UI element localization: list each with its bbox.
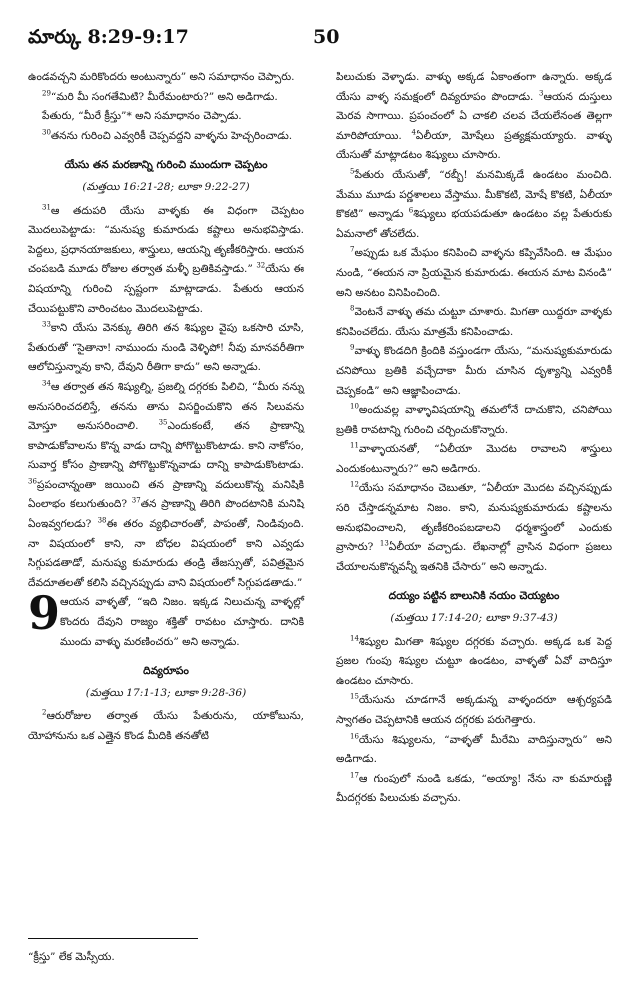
verse-number: 16 [350, 732, 359, 741]
verse-number: 3 [539, 89, 544, 98]
cross-reference: (మత్తయి 17:14-20; లూకా 9:37-43) [390, 612, 558, 625]
verse-number: 5 [350, 167, 355, 176]
paragraph [336, 68, 612, 166]
paragraph: ఉండవచ్చని మరికొందరు అంటున్నారు” అని సమాధానం చెప్పారు. [28, 71, 295, 83]
page-number: 50 [313, 26, 340, 48]
verse-text: ఆయన దుస్తులు మెరవ సాగాయి. ప్రపంచంలో ఏ చాకలి చలవ చేయలేనంత తెల్లగా మారిపోయాయి. [336, 90, 612, 142]
verse-number: 36 [28, 477, 37, 486]
cross-reference: (మత్తయి 17:1-13; లూకా 9:28-36) [85, 686, 247, 699]
verse-text: ఏలీయా వచ్చాడు. లేఖనాల్లో వ్రాసిన విధంగా ప్రజలు చేయాలనుకొన్నవన్నీ ఇతనికి చేసారు” అని అన్నాడు. [336, 541, 612, 573]
verse-number: 29 [42, 89, 51, 98]
paragraph [336, 166, 612, 244]
section-heading: దివ్యరూపం [143, 665, 189, 678]
paragraph: పేతురు, “మీరే క్రీస్తు”* అని సమాధానం చెప్పాడు. [42, 110, 242, 123]
paragraph [28, 707, 304, 746]
verse-text: తనను గురించి ఎవ్వరికీ చెప్పవద్దని వాళ్ళను హెచ్చరించాడు. [50, 129, 293, 142]
paragraph [336, 244, 612, 303]
verse-number: 32 [256, 261, 266, 270]
verse-text: ఎందుకంటే, తన ప్రాణాన్ని కాపాడుకోవాలను కొన్న వాడు దాన్ని పోగొట్టుకొంటాడు. కాని నాకోసం, సువార్త కోసం ప్రాణాన్ని పోగొట్టుకొన్నవాడు దాన్ని కాపాడుకొంటాడు. [28, 420, 304, 472]
verse-number: 6 [408, 206, 414, 215]
running-title: మార్కు 8:29-9:17 [28, 26, 189, 48]
verse-text: యేసు సమాధానం చెబుతూ, “ఏలీయా మొదట వచ్చినప్పుడు సరి చేస్తాడన్నమాట నిజం. కాని, మనుష్యకుమారుడు కష్టాలను అనుభవించాలని, తృణీకరింపబడాలని ధర్మశాస్త్రంలో ఎందుకు వ్రాసారు? [336, 482, 612, 554]
paragraph [336, 731, 612, 770]
paragraph [28, 127, 304, 147]
left-column [28, 68, 304, 958]
paragraph [336, 440, 612, 479]
verse-number: 34 [42, 379, 51, 388]
verse-text: వాళ్ళు కొండదిగి క్రిందికి వస్తుండగా యేసు, “మనుష్యకుమారుడు చనిపోయి బ్రతికి వచ్చేదాకా మీరు చూసిన దృశ్యాన్ని ఎవ్వరికీ చెప్పకండి” అని ఆజ్ఞాపించాడు. [336, 345, 612, 397]
chapter-start-paragraph [28, 586, 304, 652]
verse-text: వాళ్ళాయనతో, “ఏలీయా మొదట రావాలని శాస్త్రులు ఎందుకంటున్నారు?” అని అడిగారు. [336, 443, 612, 475]
verse-text: ఆరురోజుల తర్వాత యేసు పేతురును, యాకోబును, యోహానును ఒక ఎత్తైన కొండ మీదికి తనతోటి [28, 710, 304, 742]
verse-text: ఆ తర్వాత తన శిష్యుల్ని, ప్రజల్ని దగ్గరకు పిలిచి, “మీరు నన్ను అనుసరించదలిస్తే, తనను తాను విసర్జించుకొని తన సిలువను మోస్తూ అనుసరించాలి. [28, 380, 304, 433]
paragraph [336, 691, 612, 730]
verse-text: ఈ తరం వ్యభిచారంతో, పాపంతో, నిండివుంది. నా విషయంలో కాని, నా బోధల విషయంలో కాని ఎవ్వడు సిగ్గుపడతాడో, మనుష్య కుమారుడు తండ్రి తేజస్సుతో, పవిత్రమైన దేవదూతలతో కలిసి వచ్చినప్పుడు వాని విషయంలో సిగ్గుపడతాడు.” [28, 518, 305, 589]
verse-number: 13 [379, 539, 389, 548]
verse-number: 35 [158, 418, 168, 427]
verse-text: యేసు శిష్యులను, “వాళ్ళతో మీరేమి వాదిస్తున్నారు” అని అడిగాడు. [336, 733, 612, 766]
paragraph [28, 319, 304, 378]
verse-number: 31 [42, 203, 51, 212]
paragraph [336, 479, 612, 577]
paragraph [28, 202, 304, 320]
verse-number: 17 [350, 771, 359, 780]
verse-number: 9 [350, 343, 355, 352]
verse-text: కాని యేసు వెనక్కు తిరిగి తన శిష్యుల వైపు ఒకసారి చూసి, పేతురుతో “సైతానా! నాముందు నుండి వెళ్ళిపో! నీవు మానవరీతిగా ఆలోచిస్తున్నావు కాని, దేవుని రీతిగా కాదు” అని అన్నాడు. [28, 322, 304, 374]
verse-text: అందువల్ల వాళ్ళావిషయాన్ని తమలోనే దాచుకొని, చనిపోయి బ్రతికి రావటాన్ని గురించి చర్చించుకొన్నారు. [336, 404, 612, 436]
paragraph [336, 342, 612, 401]
verse-number: 12 [350, 480, 359, 489]
page-header [28, 26, 610, 54]
verse-text: పిలుచుకు వెళ్ళాడు. వాళ్ళు అక్కడ ఏకాంతంగా ఉన్నారు. అక్కడ యేసు వాళ్ళ సమక్షంలో దివ్యరూపం పొందాడు. [336, 71, 612, 103]
chapter-drop-cap: 9 [28, 586, 61, 641]
footnote: “క్రీస్తు” లేక మెస్సీయ. [28, 951, 115, 963]
cross-reference: (మత్తయి 16:21-28; లూకా 9:22-27) [82, 180, 250, 193]
verse-text: ఆయన వాళ్ళతో, “ఇది నిజం. ఇక్కడ నిలుచున్న వాళ్ళల్లో కొందరు దేవుని రాజ్యం శక్తితో రావటం చూస్తారు. దానికి ముందు వాళ్ళు మరణించరు” అని అన్నాడు. [60, 596, 304, 648]
verse-text: యేసు ఈ విషయాన్ని గురించి స్పష్టంగా మాట్లాడాడు. పేతురు ఆయన చేయిపట్టుకొని వారించటం మొదలుపెట్టాడు. [28, 263, 304, 315]
verse-number: 37 [131, 496, 141, 505]
verse-text: పేతురు యేసుతో, “రబ్బీ! మనమిక్కడే ఉండటం మంచిది. మేము మూడు పర్ణశాలలు వేస్తాము. మీకొకటి, మోషే కొకటి, ఏలీయా కొకటి” అన్నాడు [336, 168, 612, 221]
paragraph [336, 633, 612, 692]
verse-text: ఏలీయా, మోషేలు ప్రత్యక్షమయ్యారు. వాళ్ళు యేసుతో మాట్లాడటం శిష్యులు చూసారు. [336, 129, 612, 162]
verse-number: 11 [350, 441, 359, 450]
verse-text: శిష్యులు భయపడుతూ ఉండటం వల్ల పేతురుకు ఏమనాలో తోచలేదు. [336, 208, 612, 240]
verse-number: 15 [350, 692, 359, 701]
verse-text: తన ప్రాణాన్ని తిరిగి పొందటానికి మనిషి ఏంఇవ్వగలడు? [28, 498, 305, 531]
verse-text: అప్పుడు ఒక మేఘం కనిపించి వాళ్ళను కప్పివేసింది. ఆ మేఘం నుండి, “ఈయన నా ప్రియమైన కుమారుడు. ఈయన మాట వినండి” అని అనటం వినిపించింది. [336, 247, 612, 299]
paragraph [336, 770, 612, 809]
paragraph [28, 88, 304, 108]
footnote-divider [28, 938, 198, 939]
verse-text: “మరి మీ సంగతేమిటి? మీరేమంటారు?” అని అడిగాడు. [50, 90, 278, 103]
verse-number: 2 [42, 708, 47, 717]
verse-number: 38 [97, 516, 107, 525]
right-column [336, 68, 612, 809]
verse-text: వెంటనే వాళ్ళు తమ చుట్టూ చూశారు. మిగతా యిద్దరూ వాళ్ళకు కనిపించలేదు. యేసు మాత్రమే కనిపించాడు. [336, 306, 612, 338]
section-heading: యేసు తన మరణాన్ని గురించి ముందుగా చెప్పటం [64, 159, 268, 172]
paragraph [336, 303, 612, 342]
verse-number: 10 [350, 402, 359, 411]
verse-number: 14 [350, 634, 359, 643]
paragraph [28, 378, 304, 594]
verse-number: 33 [42, 320, 51, 329]
verse-text: ప్రపంచాన్నంతా జయించి తన ప్రాణాన్ని వదులుకొన్న మనిషికి ఏంలాభం కలుగుతుంది? [28, 478, 304, 511]
verse-text: ఆ గుంపులో నుండి ఒకడు, “అయ్యా! నేను నా కుమారుణ్ణి మీదగ్గరకు పిలుచుకు వచ్చాను. [336, 772, 612, 805]
verse-number: 4 [411, 128, 416, 137]
verse-number: 30 [42, 128, 51, 137]
verse-text: శిష్యుల మిగతా శిష్యుల దగ్గరకు వచ్చారు. అక్కడ ఒక పెద్ద ప్రజల గుంపు శిష్యుల చుట్టూ ఉండటం, వాళ్ళతో ఏవో వాదిస్తూ ఉండటం చూసారు. [336, 635, 612, 687]
verse-text: యేసును చూడగానే అక్కడున్న వాళ్ళందరూ ఆశ్చర్యపడి స్వాగతం చెప్పటానికి ఆయన దగ్గరకు పరుగెత్తారు. [336, 694, 612, 726]
section-heading: దయ్యం పట్టిన బాలునికి నయం చెయ్యటం [388, 590, 560, 603]
verse-text: ఆ తదుపరి యేసు వాళ్ళకు ఈ విధంగా చెప్పటం మొదలుపెట్టాడు: “మనుష్య కుమారుడు కష్టాలు అనుభవిస్తాడు. పెద్దలు, ప్రధానయాజకులు, శాస్త్రులు, ఆయన్ని తృణీకరిస్తారు. ఆయన చంపబడి మూడు రోజుల తర్వాత మళ్ళీ బ్రతికివస్తాడు.” [28, 204, 304, 276]
verse-number: 7 [350, 245, 355, 254]
verse-number: 8 [350, 304, 355, 313]
paragraph [336, 401, 612, 440]
